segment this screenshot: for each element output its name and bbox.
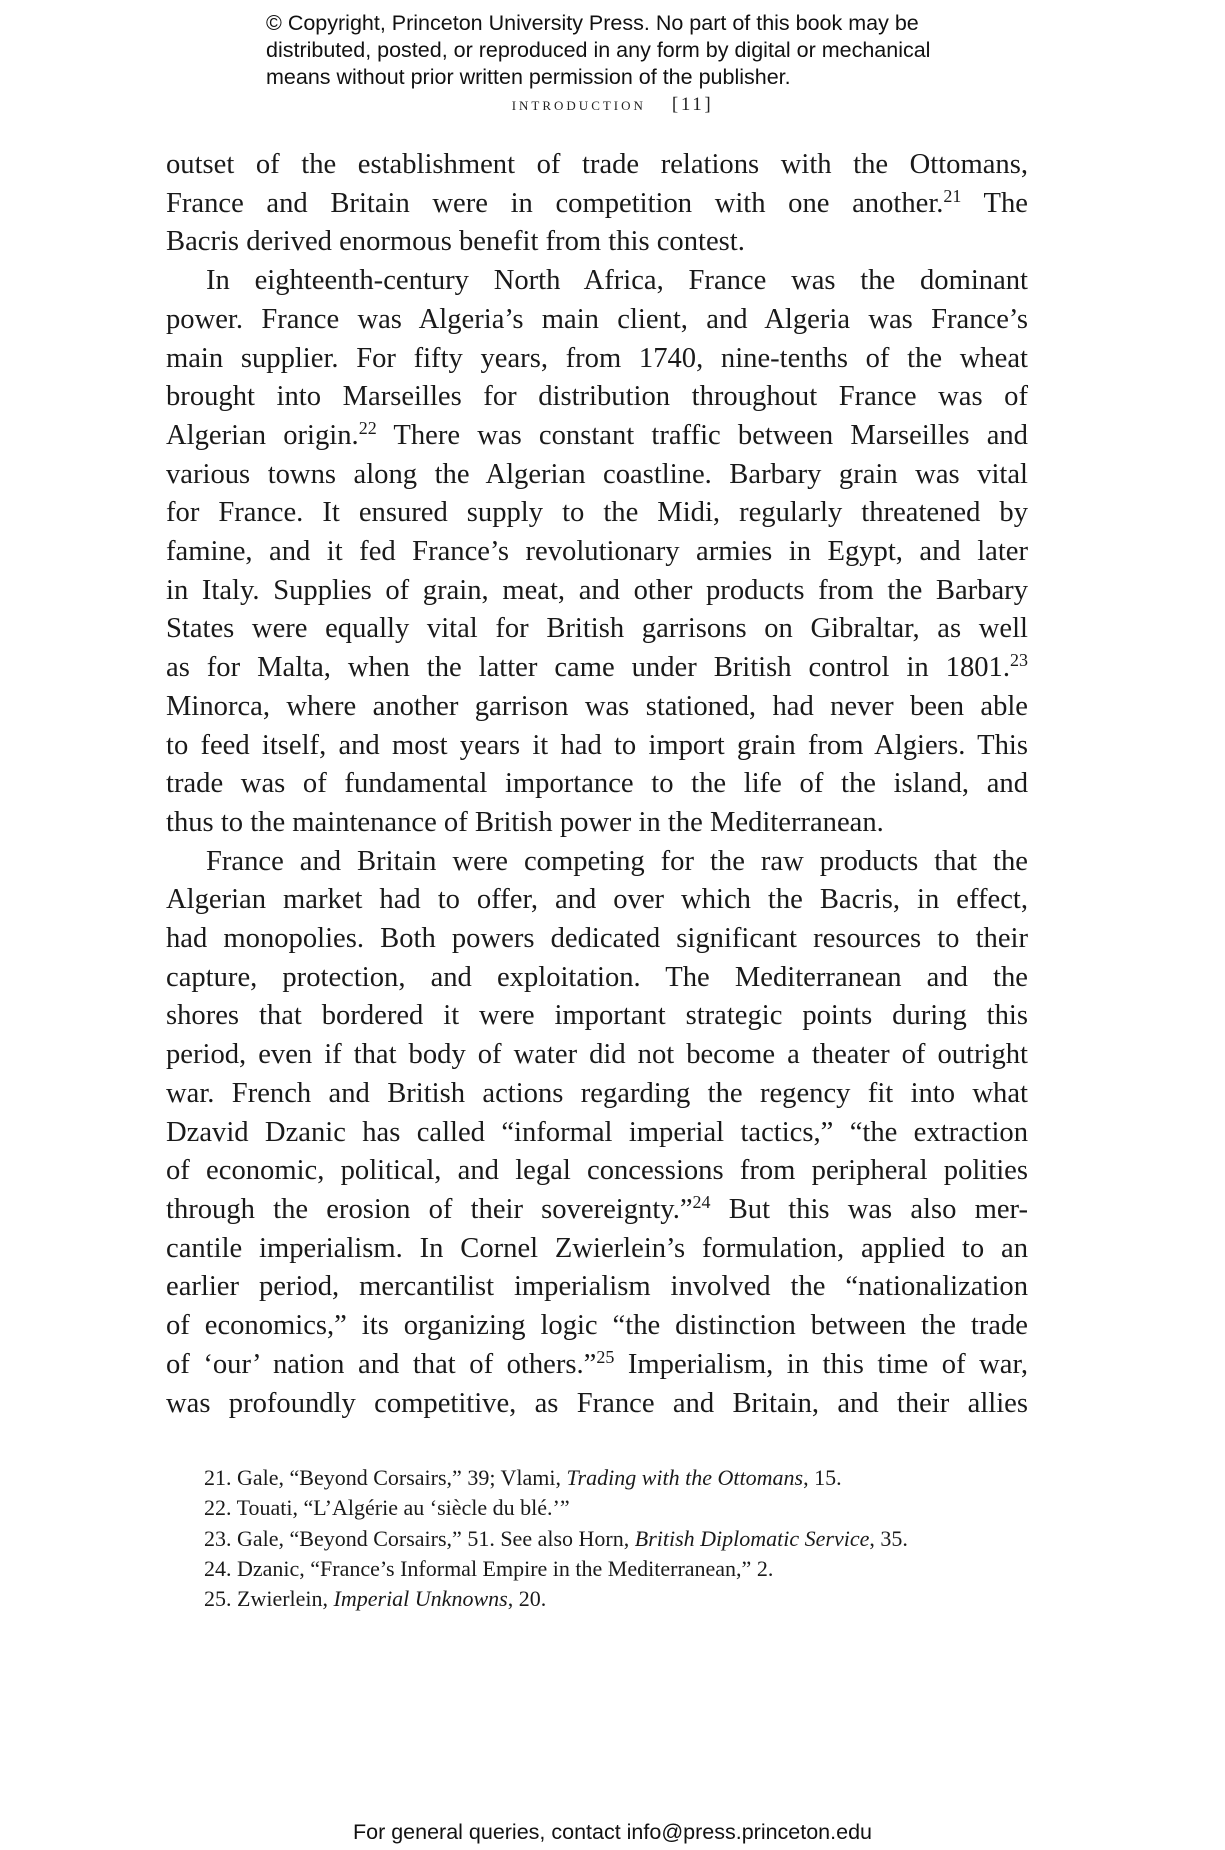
running-head-title: introduction bbox=[511, 94, 646, 115]
footnote-marker: 23 bbox=[1010, 650, 1028, 671]
text-line: famine, and it fed France’s revolutionary armies in Egypt, and later bbox=[166, 536, 1028, 568]
copyright-line-3: means without prior written permission of the publisher. bbox=[266, 65, 791, 89]
copyright-line-2: distributed, posted, or reproduced in any form by digital or mechanical bbox=[266, 38, 931, 62]
body-text bbox=[166, 146, 1028, 1423]
text-line: had monopolies. Both powers dedicated significant resources to their bbox=[166, 923, 1028, 955]
footnote-22: 22. Touati, “L’Algérie au ‘siècle du blé.’” bbox=[204, 1495, 570, 1521]
copyright-notice bbox=[266, 10, 1026, 91]
text-line: France and Britain were in competition with one another.$^{21}$ The bbox=[166, 185, 1028, 219]
contact-footer: For general queries, contact info@press.princeton.edu bbox=[352, 1820, 872, 1844]
text-line: through the erosion of their sovereignty.”$^{24}$ But this was also mer- bbox=[166, 1191, 1028, 1225]
text-line: was profoundly competitive, as France and Britain, and their allies bbox=[166, 1387, 1028, 1419]
text-line: In eighteenth-century North Africa, France was the dominant bbox=[206, 265, 1028, 297]
text-line: trade was of fundamental importance to the life of the island, and bbox=[166, 768, 1028, 800]
text-line: Dzavid Dzanic has called “informal imperial tactics,” “the extraction bbox=[166, 1116, 1028, 1148]
footnote-21: 21. Gale, “Beyond Corsairs,” 39; Vlami, Trading with the Ottomans, 15. bbox=[204, 1465, 842, 1490]
copyright-line-1: © Copyright, Princeton University Press. No part of this book may be bbox=[266, 11, 919, 35]
text-line: to feed itself, and most years it had to import grain from Algiers. This bbox=[166, 729, 1028, 761]
text-line: capture, protection, and exploitation. The Mediterranean and the bbox=[166, 961, 1028, 993]
text-line: Minorca, where another garrison was stationed, had never been able bbox=[166, 690, 1028, 722]
text-line: in Italy. Supplies of grain, meat, and other products from the Barbary bbox=[166, 574, 1028, 606]
text-line: France and Britain were competing for the raw products that the bbox=[206, 845, 1028, 877]
footnote-marker: 24 bbox=[692, 1191, 711, 1212]
footnote-25: 25. Zwierlein, Imperial Unknowns, 20. bbox=[204, 1586, 547, 1612]
footnote-24: 24. Dzanic, “France’s Informal Empire in the Mediterranean,” 2. bbox=[204, 1555, 774, 1581]
text-line: States were equally vital for British garrisons on Gibraltar, as well bbox=[166, 613, 1028, 645]
text-line: outset of the establishment of trade relations with the Ottomans, bbox=[166, 149, 1028, 180]
text-line: period, even if that body of water did not become a theater of outright bbox=[166, 1039, 1028, 1071]
text-line: Algerian market had to offer, and over which the Bacris, in effect, bbox=[166, 884, 1028, 916]
page-number: [11] bbox=[671, 94, 714, 115]
text-line: Bacris derived enormous benefit from this contest. bbox=[166, 226, 745, 258]
text-line: power. France was Algeria’s main client, and Algeria was France’s bbox=[166, 303, 1028, 335]
text-line: war. French and British actions regarding the regency fit into what bbox=[166, 1077, 1028, 1109]
footnote-marker: 25 bbox=[596, 1346, 615, 1367]
footnote-marker: 21 bbox=[943, 185, 962, 206]
text-line: earlier period, mercantilist imperialism involved the “nationalization bbox=[166, 1271, 1028, 1303]
footnote-marker: 22 bbox=[358, 417, 377, 438]
text-line: of ‘our’ nation and that of others.”$^{25}$ Imperialism, in this time of war, bbox=[166, 1346, 1028, 1380]
text-line: main supplier. For fifty years, from 1740, nine-tenths of the wheat bbox=[166, 342, 1028, 374]
footnotes bbox=[204, 1463, 1024, 1614]
text-line: various towns along the Algerian coastline. Barbary grain was vital bbox=[166, 458, 1028, 490]
text-line: of economics,” its organizing logic “the distinction between the trade bbox=[166, 1310, 1028, 1342]
running-head bbox=[0, 94, 1225, 116]
footnote-23: 23. Gale, “Beyond Corsairs,” 51. See also Horn, British Diplomatic Service, 35. bbox=[204, 1525, 908, 1551]
text-line: cantile imperialism. In Cornel Zwierlein’s formulation, applied to an bbox=[166, 1232, 1028, 1264]
text-line: as for Malta, when the latter came under British control in 1801.23 bbox=[166, 650, 1028, 684]
text-line: of economic, political, and legal concessions from peripheral polities bbox=[166, 1155, 1028, 1187]
text-line: for France. It ensured supply to the Midi, regularly threatened by bbox=[166, 497, 1028, 529]
text-line: Algerian origin.$^{22}$ There was constant traffic between Marseilles and bbox=[166, 417, 1028, 451]
text-line: thus to the maintenance of British power in the Mediterranean. bbox=[166, 806, 884, 838]
text-line: brought into Marseilles for distribution throughout France was of bbox=[166, 381, 1028, 413]
text-line: shores that bordered it were important strategic points during this bbox=[166, 1000, 1028, 1032]
